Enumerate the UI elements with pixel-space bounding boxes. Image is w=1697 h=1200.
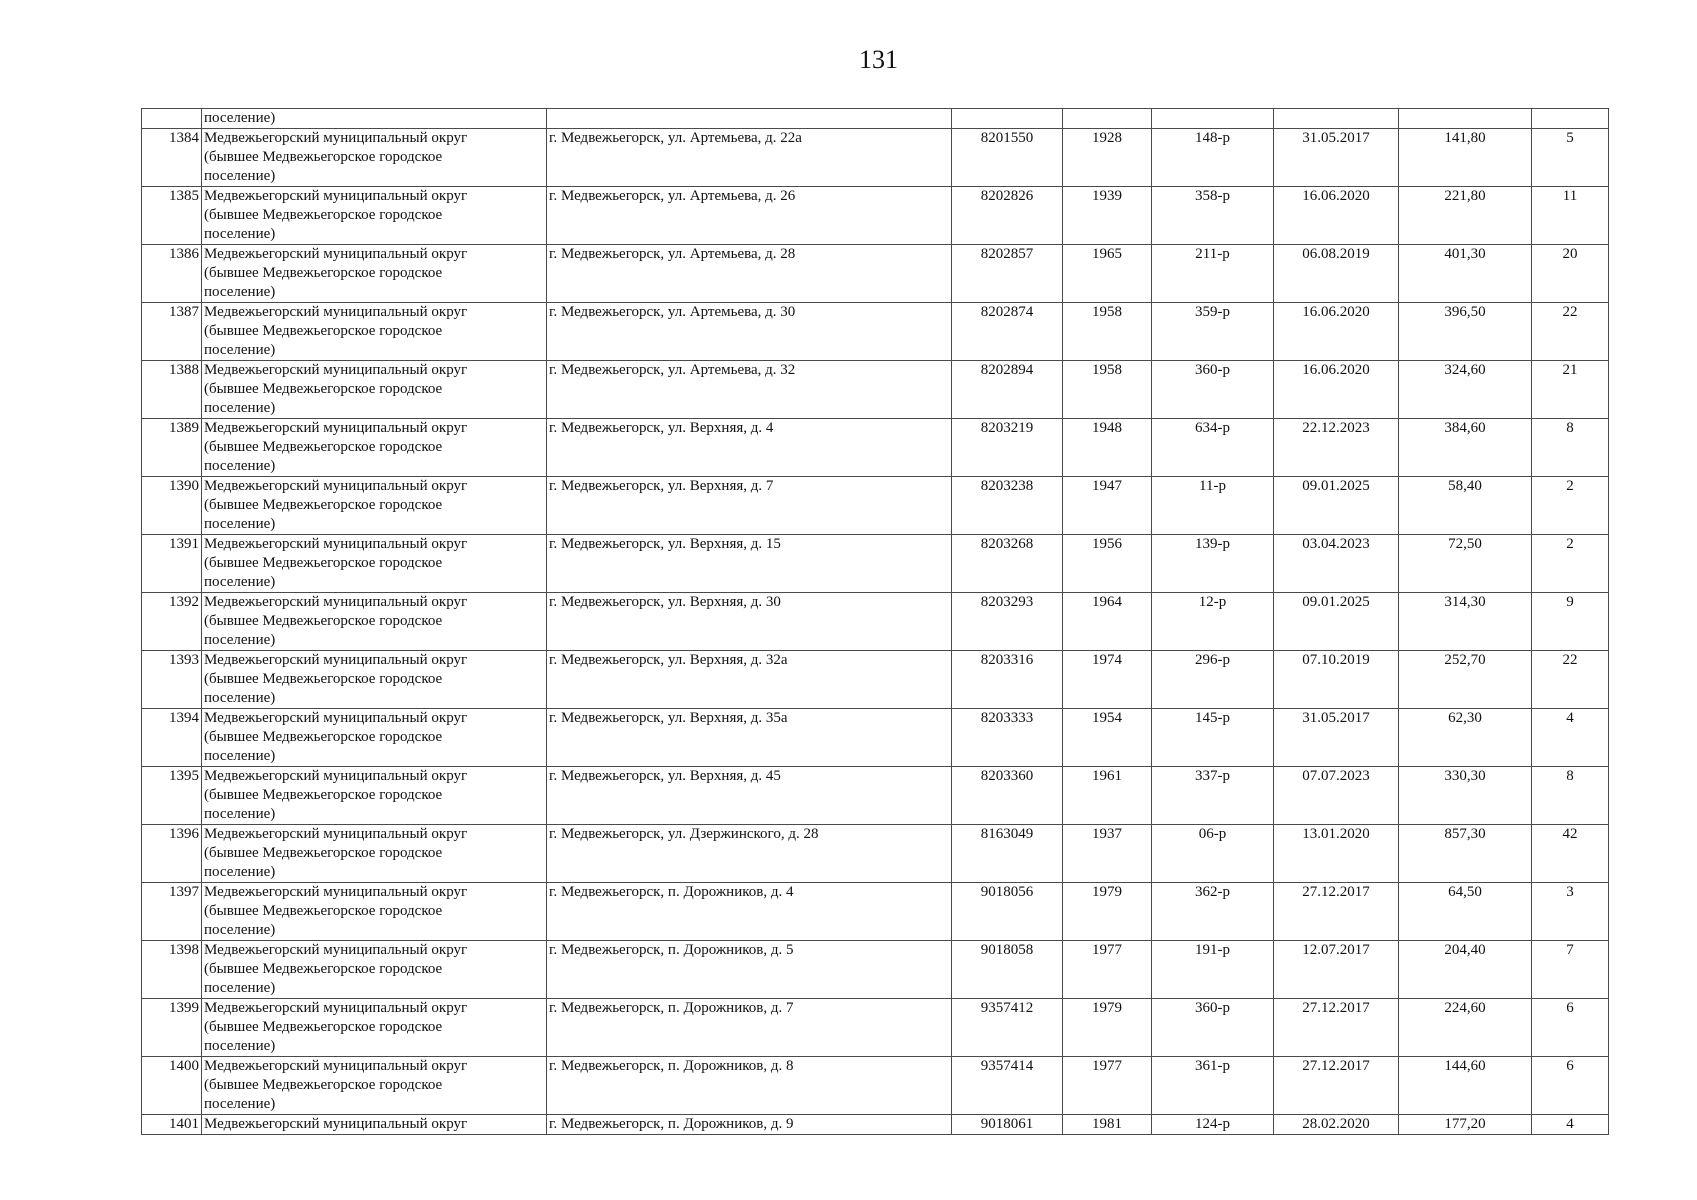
- cell-address: г. Медвежьегорск, п. Дорожников, д. 4: [547, 883, 952, 941]
- cell-document-number: 06-р: [1152, 825, 1274, 883]
- cell-number: 1398: [142, 941, 202, 999]
- municipality-line: Медвежьегорский муниципальный округ: [204, 826, 468, 842]
- table-row: [142, 419, 1609, 477]
- municipality-line: поселение): [204, 632, 276, 648]
- cell-residents-count: [1532, 109, 1609, 129]
- cell-cadastral-code: 8202894: [952, 361, 1063, 419]
- cell-area: 324,60: [1399, 361, 1532, 419]
- municipality-line: (бывшее Медвежьегорское городское: [204, 845, 443, 861]
- cell-address: г. Медвежьегорск, ул. Верхняя, д. 7: [547, 477, 952, 535]
- cell-cadastral-code: 8202857: [952, 245, 1063, 303]
- cell-year: 1979: [1063, 999, 1152, 1057]
- municipality-line: Медвежьегорский муниципальный округ: [204, 188, 468, 204]
- cell-year: 1939: [1063, 187, 1152, 245]
- cell-area: 330,30: [1399, 767, 1532, 825]
- table-row: [142, 303, 1609, 361]
- cell-residents-count: 2: [1532, 535, 1609, 593]
- municipality-line: (бывшее Медвежьегорское городское: [204, 961, 443, 977]
- municipality-line: Медвежьегорский муниципальный округ: [204, 594, 468, 610]
- cell-number: 1387: [142, 303, 202, 361]
- cell-address: г. Медвежьегорск, ул. Верхняя, д. 45: [547, 767, 952, 825]
- cell-document-number: 358-р: [1152, 187, 1274, 245]
- municipality-line: поселение): [204, 1038, 276, 1054]
- municipality-line: (бывшее Медвежьегорское городское: [204, 149, 443, 165]
- cell-residents-count: 22: [1532, 303, 1609, 361]
- cell-document-number: 360-р: [1152, 361, 1274, 419]
- cell-address: г. Медвежьегорск, п. Дорожников, д. 8: [547, 1057, 952, 1115]
- table-row: [142, 477, 1609, 535]
- cell-residents-count: 5: [1532, 129, 1609, 187]
- cell-address: г. Медвежьегорск, п. Дорожников, д. 9: [547, 1115, 952, 1135]
- cell-year: [1063, 109, 1152, 129]
- cell-document-date: [1274, 109, 1399, 129]
- cell-year: 1961: [1063, 767, 1152, 825]
- municipality-line: (бывшее Медвежьегорское городское: [204, 265, 443, 281]
- cell-number: 1400: [142, 1057, 202, 1115]
- table-row: [142, 535, 1609, 593]
- table-row: [142, 883, 1609, 941]
- cell-number: 1393: [142, 651, 202, 709]
- cell-address: г. Медвежьегорск, ул. Артемьева, д. 28: [547, 245, 952, 303]
- municipality-line: (бывшее Медвежьегорское городское: [204, 671, 443, 687]
- table-body: [142, 109, 1609, 1135]
- municipality-line: Медвежьегорский муниципальный округ: [204, 652, 468, 668]
- cell-area: 396,50: [1399, 303, 1532, 361]
- cell-number: 1388: [142, 361, 202, 419]
- municipality-line: поселение): [204, 342, 276, 358]
- table-row: [142, 245, 1609, 303]
- cell-year: 1928: [1063, 129, 1152, 187]
- cell-area: 252,70: [1399, 651, 1532, 709]
- cell-number: 1386: [142, 245, 202, 303]
- table-row: [142, 709, 1609, 767]
- table-row: [142, 941, 1609, 999]
- cell-residents-count: 7: [1532, 941, 1609, 999]
- municipality-line: (бывшее Медвежьегорское городское: [204, 1077, 443, 1093]
- cell-residents-count: 20: [1532, 245, 1609, 303]
- cell-address: г. Медвежьегорск, п. Дорожников, д. 7: [547, 999, 952, 1057]
- cell-address: [547, 109, 952, 129]
- cell-document-number: 148-р: [1152, 129, 1274, 187]
- cell-document-number: [1152, 109, 1274, 129]
- cell-cadastral-code: 9018061: [952, 1115, 1063, 1135]
- cell-area: 857,30: [1399, 825, 1532, 883]
- cell-municipality: поселение): [202, 109, 547, 129]
- cell-municipality: [202, 187, 547, 245]
- table-row-continued: [142, 109, 1609, 129]
- table-row: [142, 1115, 1609, 1135]
- cell-municipality: [202, 709, 547, 767]
- cell-document-date: 13.01.2020: [1274, 825, 1399, 883]
- cell-number: 1397: [142, 883, 202, 941]
- cell-municipality: [202, 535, 547, 593]
- table-row: [142, 999, 1609, 1057]
- cell-municipality: [202, 999, 547, 1057]
- cell-municipality: [202, 825, 547, 883]
- cell-document-number: 337-р: [1152, 767, 1274, 825]
- cell-document-date: 12.07.2017: [1274, 941, 1399, 999]
- cell-municipality: [202, 941, 547, 999]
- municipality-line: Медвежьегорский муниципальный округ: [204, 884, 468, 900]
- cell-area: 314,30: [1399, 593, 1532, 651]
- cell-document-date: 31.05.2017: [1274, 129, 1399, 187]
- cell-document-number: 360-р: [1152, 999, 1274, 1057]
- cell-year: 1981: [1063, 1115, 1152, 1135]
- cell-number: 1392: [142, 593, 202, 651]
- cell-document-date: 16.06.2020: [1274, 303, 1399, 361]
- cell-document-date: 16.06.2020: [1274, 361, 1399, 419]
- cell-number: 1385: [142, 187, 202, 245]
- cell-document-number: 191-р: [1152, 941, 1274, 999]
- cell-cadastral-code: 8203268: [952, 535, 1063, 593]
- municipality-line: (бывшее Медвежьегорское городское: [204, 1019, 443, 1035]
- cell-address: г. Медвежьегорск, ул. Артемьева, д. 30: [547, 303, 952, 361]
- municipality-line: Медвежьегорский муниципальный округ: [204, 536, 468, 552]
- cell-cadastral-code: 8202826: [952, 187, 1063, 245]
- cell-municipality: [202, 303, 547, 361]
- table-row: [142, 651, 1609, 709]
- cell-document-date: 27.12.2017: [1274, 999, 1399, 1057]
- cell-area: [1399, 109, 1532, 129]
- cell-year: 1954: [1063, 709, 1152, 767]
- cell-number: 1384: [142, 129, 202, 187]
- cell-area: 141,80: [1399, 129, 1532, 187]
- cell-number: 1396: [142, 825, 202, 883]
- cell-address: г. Медвежьегорск, п. Дорожников, д. 5: [547, 941, 952, 999]
- cell-year: 1964: [1063, 593, 1152, 651]
- municipality-line: поселение): [204, 748, 276, 764]
- cell-area: 224,60: [1399, 999, 1532, 1057]
- cell-residents-count: 8: [1532, 419, 1609, 477]
- cell-address: г. Медвежьегорск, ул. Дзержинского, д. 28: [547, 825, 952, 883]
- cell-document-date: 22.12.2023: [1274, 419, 1399, 477]
- municipality-line: Медвежьегорский муниципальный округ: [204, 1116, 468, 1132]
- cell-residents-count: 3: [1532, 883, 1609, 941]
- municipality-line: Медвежьегорский муниципальный округ: [204, 1000, 468, 1016]
- cell-address: г. Медвежьегорск, ул. Артемьева, д. 32: [547, 361, 952, 419]
- municipality-line: Медвежьегорский муниципальный округ: [204, 304, 468, 320]
- cell-year: 1979: [1063, 883, 1152, 941]
- cell-year: 1974: [1063, 651, 1152, 709]
- cell-municipality: [202, 477, 547, 535]
- cell-municipality: [202, 767, 547, 825]
- cell-municipality: [202, 1115, 547, 1135]
- cell-document-number: 361-р: [1152, 1057, 1274, 1115]
- municipality-line: Медвежьегорский муниципальный округ: [204, 246, 468, 262]
- municipality-line: Медвежьегорский муниципальный округ: [204, 130, 468, 146]
- cell-year: 1977: [1063, 1057, 1152, 1115]
- municipality-line: поселение): [204, 922, 276, 938]
- cell-residents-count: 11: [1532, 187, 1609, 245]
- cell-municipality: [202, 1057, 547, 1115]
- cell-municipality: [202, 361, 547, 419]
- municipality-line: (бывшее Медвежьегорское городское: [204, 439, 443, 455]
- municipality-line: поселение): [204, 980, 276, 996]
- cell-document-date: 07.10.2019: [1274, 651, 1399, 709]
- cell-area: 384,60: [1399, 419, 1532, 477]
- cell-number: 1401: [142, 1115, 202, 1135]
- table-row: [142, 1057, 1609, 1115]
- cell-residents-count: 9: [1532, 593, 1609, 651]
- cell-area: 177,20: [1399, 1115, 1532, 1135]
- cell-residents-count: 22: [1532, 651, 1609, 709]
- cell-residents-count: 8: [1532, 767, 1609, 825]
- cell-municipality: [202, 593, 547, 651]
- cell-residents-count: 42: [1532, 825, 1609, 883]
- municipality-line: (бывшее Медвежьегорское городское: [204, 787, 443, 803]
- cell-document-date: 31.05.2017: [1274, 709, 1399, 767]
- cell-number: [142, 109, 202, 129]
- municipality-line: (бывшее Медвежьегорское городское: [204, 555, 443, 571]
- cell-area: 401,30: [1399, 245, 1532, 303]
- municipality-line: Медвежьегорский муниципальный округ: [204, 362, 468, 378]
- cell-document-number: 634-р: [1152, 419, 1274, 477]
- cell-document-date: 16.06.2020: [1274, 187, 1399, 245]
- cell-cadastral-code: 8203238: [952, 477, 1063, 535]
- municipality-line: Медвежьегорский муниципальный округ: [204, 710, 468, 726]
- cell-address: г. Медвежьегорск, ул. Верхняя, д. 4: [547, 419, 952, 477]
- cell-municipality: [202, 419, 547, 477]
- cell-document-date: 06.08.2019: [1274, 245, 1399, 303]
- cell-residents-count: 4: [1532, 1115, 1609, 1135]
- municipality-line: (бывшее Медвежьегорское городское: [204, 613, 443, 629]
- municipality-line: поселение): [204, 516, 276, 532]
- cell-area: 72,50: [1399, 535, 1532, 593]
- cell-document-date: 07.07.2023: [1274, 767, 1399, 825]
- cell-document-number: 211-р: [1152, 245, 1274, 303]
- housing-registry-table: [141, 108, 1609, 1135]
- cell-year: 1977: [1063, 941, 1152, 999]
- cell-cadastral-code: 9357414: [952, 1057, 1063, 1115]
- table-row: [142, 361, 1609, 419]
- municipality-line: Медвежьегорский муниципальный округ: [204, 1058, 468, 1074]
- municipality-line: поселение): [204, 1096, 276, 1112]
- cell-address: г. Медвежьегорск, ул. Артемьева, д. 22а: [547, 129, 952, 187]
- cell-cadastral-code: 9357412: [952, 999, 1063, 1057]
- cell-document-number: 296-р: [1152, 651, 1274, 709]
- cell-address: г. Медвежьегорск, ул. Верхняя, д. 32а: [547, 651, 952, 709]
- cell-area: 62,30: [1399, 709, 1532, 767]
- cell-area: 221,80: [1399, 187, 1532, 245]
- cell-residents-count: 6: [1532, 1057, 1609, 1115]
- cell-area: 58,40: [1399, 477, 1532, 535]
- cell-area: 64,50: [1399, 883, 1532, 941]
- cell-address: г. Медвежьегорск, ул. Верхняя, д. 30: [547, 593, 952, 651]
- cell-municipality: [202, 651, 547, 709]
- cell-document-date: 27.12.2017: [1274, 883, 1399, 941]
- cell-year: 1947: [1063, 477, 1152, 535]
- municipality-line: Медвежьегорский муниципальный округ: [204, 420, 468, 436]
- cell-document-date: 27.12.2017: [1274, 1057, 1399, 1115]
- municipality-line: поселение): [204, 864, 276, 880]
- municipality-line: Медвежьегорский муниципальный округ: [204, 768, 468, 784]
- cell-year: 1965: [1063, 245, 1152, 303]
- municipality-line: поселение): [204, 284, 276, 300]
- municipality-line: (бывшее Медвежьегорское городское: [204, 729, 443, 745]
- cell-residents-count: 6: [1532, 999, 1609, 1057]
- municipality-line: Медвежьегорский муниципальный округ: [204, 478, 468, 494]
- cell-cadastral-code: 8201550: [952, 129, 1063, 187]
- cell-document-date: 09.01.2025: [1274, 593, 1399, 651]
- municipality-line: (бывшее Медвежьегорское городское: [204, 903, 443, 919]
- cell-cadastral-code: 8203333: [952, 709, 1063, 767]
- cell-residents-count: 21: [1532, 361, 1609, 419]
- cell-residents-count: 4: [1532, 709, 1609, 767]
- cell-document-number: 359-р: [1152, 303, 1274, 361]
- cell-document-number: 362-р: [1152, 883, 1274, 941]
- cell-document-date: 03.04.2023: [1274, 535, 1399, 593]
- cell-cadastral-code: 8203219: [952, 419, 1063, 477]
- cell-cadastral-code: 9018058: [952, 941, 1063, 999]
- cell-document-number: 139-р: [1152, 535, 1274, 593]
- cell-year: 1958: [1063, 361, 1152, 419]
- cell-address: г. Медвежьегорск, ул. Артемьева, д. 26: [547, 187, 952, 245]
- cell-document-number: 124-р: [1152, 1115, 1274, 1135]
- cell-municipality: [202, 883, 547, 941]
- cell-cadastral-code: 9018056: [952, 883, 1063, 941]
- table-row: [142, 825, 1609, 883]
- cell-area: 204,40: [1399, 941, 1532, 999]
- cell-number: 1394: [142, 709, 202, 767]
- cell-year: 1958: [1063, 303, 1152, 361]
- cell-cadastral-code: 8163049: [952, 825, 1063, 883]
- cell-cadastral-code: 8203316: [952, 651, 1063, 709]
- municipality-line: (бывшее Медвежьегорское городское: [204, 207, 443, 223]
- municipality-line: (бывшее Медвежьегорское городское: [204, 381, 443, 397]
- cell-number: 1391: [142, 535, 202, 593]
- cell-municipality: [202, 129, 547, 187]
- cell-year: 1948: [1063, 419, 1152, 477]
- cell-cadastral-code: 8203293: [952, 593, 1063, 651]
- cell-document-number: 145-р: [1152, 709, 1274, 767]
- cell-cadastral-code: 8203360: [952, 767, 1063, 825]
- municipality-line: поселение): [204, 806, 276, 822]
- cell-cadastral-code: 8202874: [952, 303, 1063, 361]
- cell-number: 1395: [142, 767, 202, 825]
- cell-number: 1399: [142, 999, 202, 1057]
- municipality-line: поселение): [204, 574, 276, 590]
- cell-document-date: 28.02.2020: [1274, 1115, 1399, 1135]
- cell-address: г. Медвежьегорск, ул. Верхняя, д. 35а: [547, 709, 952, 767]
- cell-address: г. Медвежьегорск, ул. Верхняя, д. 15: [547, 535, 952, 593]
- page-number: 131: [859, 45, 898, 74]
- municipality-line: поселение): [204, 400, 276, 416]
- cell-cadastral-code: [952, 109, 1063, 129]
- municipality-line: Медвежьегорский муниципальный округ: [204, 942, 468, 958]
- table-row: [142, 187, 1609, 245]
- cell-number: 1390: [142, 477, 202, 535]
- cell-area: 144,60: [1399, 1057, 1532, 1115]
- municipality-line: поселение): [204, 168, 276, 184]
- municipality-line: поселение): [204, 690, 276, 706]
- table-row: [142, 593, 1609, 651]
- municipality-line: (бывшее Медвежьегорское городское: [204, 323, 443, 339]
- cell-document-number: 12-р: [1152, 593, 1274, 651]
- municipality-line: поселение): [204, 458, 276, 474]
- cell-document-number: 11-р: [1152, 477, 1274, 535]
- cell-residents-count: 2: [1532, 477, 1609, 535]
- cell-document-date: 09.01.2025: [1274, 477, 1399, 535]
- cell-year: 1937: [1063, 825, 1152, 883]
- municipality-line: (бывшее Медвежьегорское городское: [204, 497, 443, 513]
- table-row: [142, 767, 1609, 825]
- table-row: [142, 129, 1609, 187]
- cell-year: 1956: [1063, 535, 1152, 593]
- cell-number: 1389: [142, 419, 202, 477]
- cell-municipality: [202, 245, 547, 303]
- municipality-line: поселение): [204, 226, 276, 242]
